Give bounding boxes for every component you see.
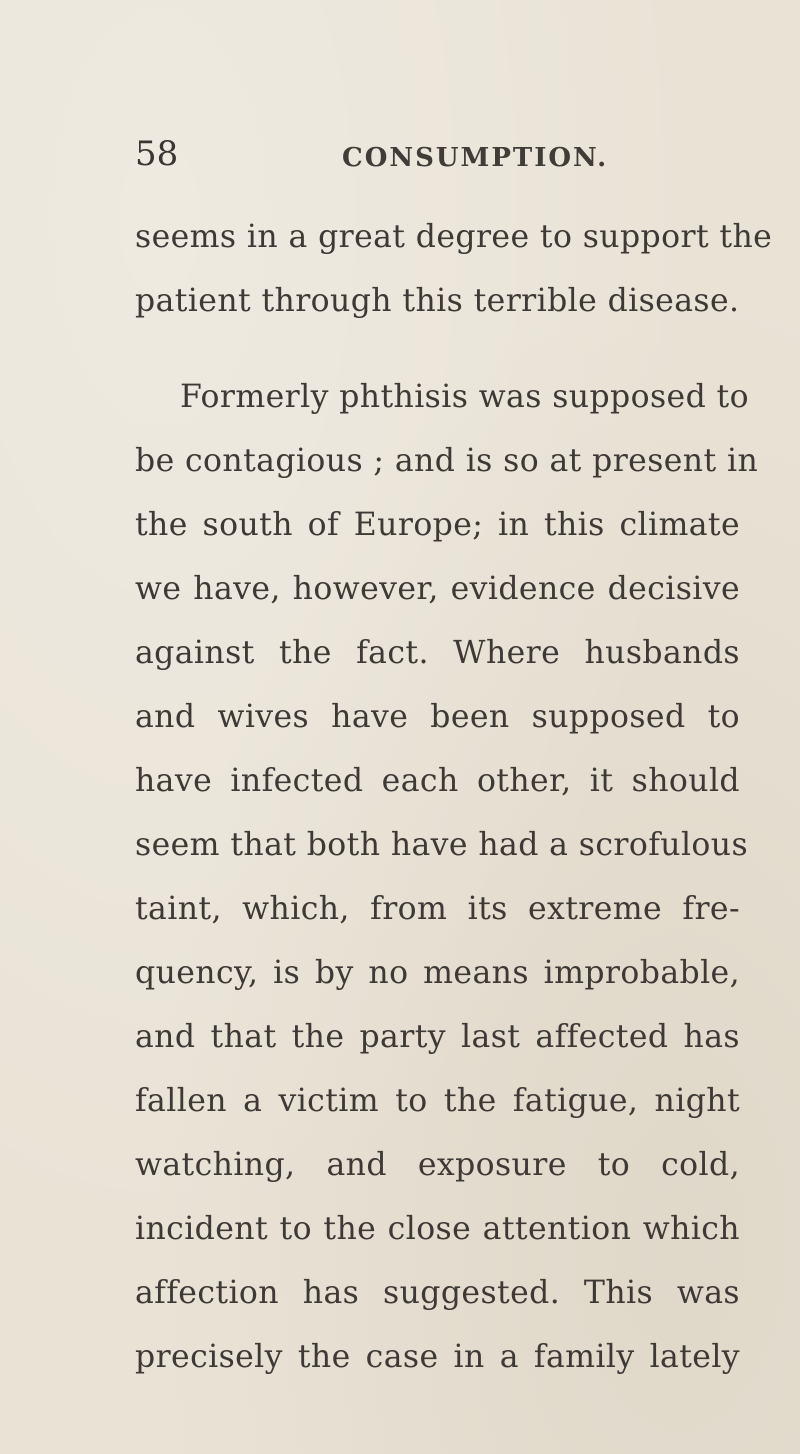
paragraph-2 xyxy=(135,365,759,1389)
text-line: watching, and exposure to cold, xyxy=(135,1147,740,1183)
text-line: taint, which, from its extreme fre- xyxy=(135,891,740,927)
paragraph-1 xyxy=(135,205,773,333)
page-header xyxy=(135,134,735,174)
text-line: Formerly phthisis was supposed to xyxy=(180,379,749,415)
text-line: have infected each other, it should xyxy=(135,763,740,799)
text-line: we have, however, evidence decisive xyxy=(135,571,740,607)
text-line: seem that both have had a scrofulous xyxy=(135,827,749,863)
text-line: precisely the case in a family lately xyxy=(135,1339,740,1375)
running-title: CONSUMPTION. xyxy=(342,143,609,173)
text-line: fallen a victim to the fatigue, night xyxy=(135,1083,740,1119)
text-line: seems in a great degree to support the xyxy=(135,219,773,255)
text-line: patient through this terrible disease. xyxy=(135,283,740,319)
text-line: against the fact. Where husbands xyxy=(135,635,740,671)
text-line: the south of Europe; in this climate xyxy=(135,507,740,543)
text-line: quency, is by no means improbable, xyxy=(135,955,740,991)
text-line: and that the party last affected has xyxy=(135,1019,740,1055)
text-line: be contagious ; and is so at present in xyxy=(135,443,759,479)
text-line: incident to the close attention which xyxy=(135,1211,740,1247)
text-line: and wives have been supposed to xyxy=(135,699,740,735)
page-number: 58 xyxy=(135,134,179,174)
text-line: affection has suggested. This was xyxy=(135,1275,740,1311)
